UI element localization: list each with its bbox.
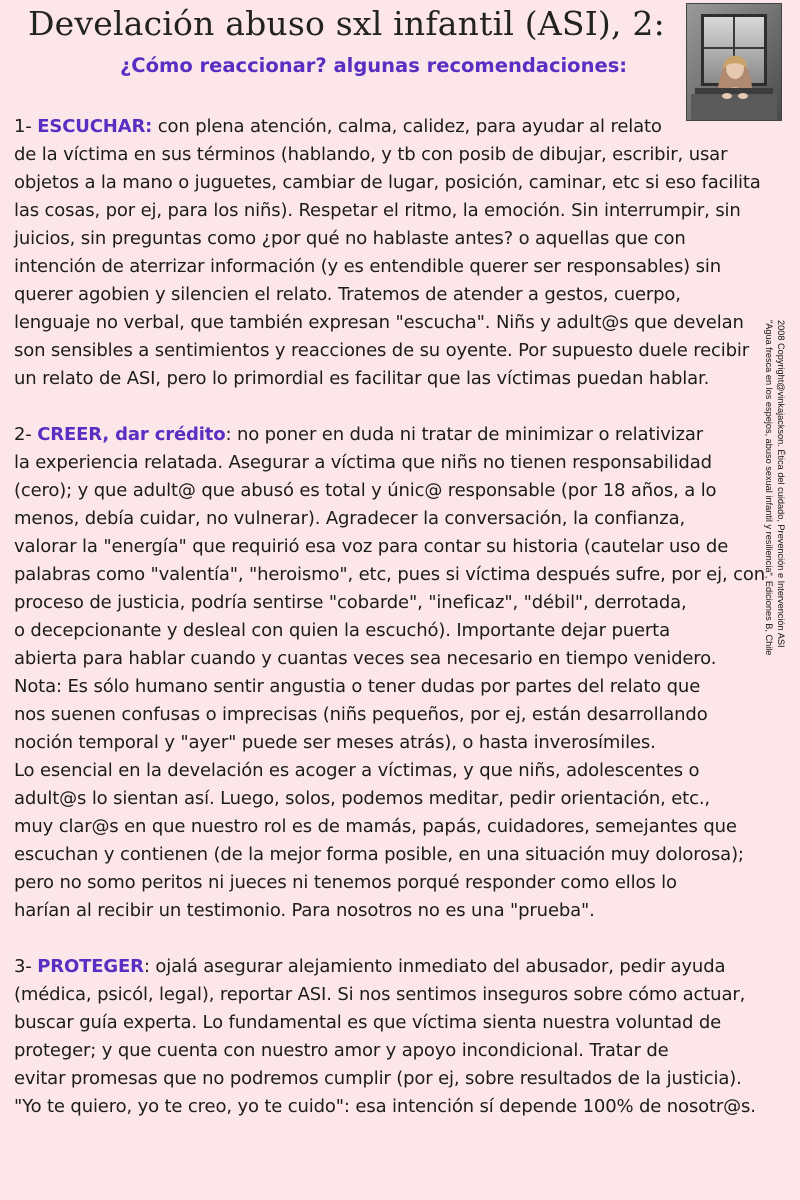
body-line: (médica, psicól, legal), reportar ASI. Si nos sentimos inseguros sobre cómo actuar, — [14, 984, 746, 1005]
section-3-line-1 — [14, 956, 725, 977]
body-line: adult@s lo sientan así. Luego, solos, podemos meditar, pedir orientación, etc., — [14, 788, 710, 809]
copyright-line: 2008 Copyright@vinkajackson. Ética del cuidado, Prevención e Intervención ASI — [776, 320, 786, 648]
body-line: noción temporal y "ayer" puede ser meses atrás), o hasta inverosímiles. — [14, 732, 656, 753]
body-line: (cero); y que adult@ que abusó es total y únic@ responsable (por 18 años, a lo — [14, 480, 717, 501]
body-line: la experiencia relatada. Asegurar a víctima que niñs no tienen responsabilidad — [14, 452, 712, 473]
body-line: intención de aterrizar información (y es entendible querer ser responsables) sin — [14, 256, 721, 277]
body-line: un relato de ASI, pero lo primordial es facilitar que las víctimas puedan hablar. — [14, 368, 710, 389]
copyright-credit — [763, 320, 787, 880]
body-line: o decepcionante y desleal con quien la escuchó). Importante dejar puerta — [14, 620, 670, 641]
body-line: Lo esencial en la develación es acoger a víctimas, y que niñs, adolescentes o — [14, 760, 700, 781]
body-line: las cosas, por ej, para los niñs). Respetar el ritmo, la emoción. Sin interrumpir, sin — [14, 200, 741, 221]
body-line: menos, debía cuidar, no vulnerar). Agradecer la conversación, la confianza, — [14, 508, 686, 529]
section-1-heading: ESCUCHAR: — [37, 116, 153, 137]
window-girl-illustration — [686, 3, 782, 121]
body-line: proteger; y que cuenta con nuestro amor y apoyo incondicional. Tratar de — [14, 1040, 669, 1061]
section-1-number: 1- — [14, 116, 38, 137]
body-line: harían al recibir un testimonio. Para nosotros no es una "prueba". — [14, 900, 595, 921]
section-2-line-1 — [14, 424, 703, 445]
section-3-text: : ojalá asegurar alejamiento inmediato del abusador, pedir ayuda — [143, 956, 726, 977]
body-line: pero no somo peritos ni jueces ni tenemos porqué responder como ellos lo — [14, 872, 677, 893]
note-line: Nota: Es sólo humano sentir angustia o tener dudas por partes del relato que — [14, 676, 701, 697]
window-girl-image — [687, 4, 781, 120]
body-line: objetos a la mano o juguetes, cambiar de lugar, posición, caminar, etc si eso facilita — [14, 172, 761, 193]
section-3-number: 3- — [14, 956, 38, 977]
body-line: muy clar@s en que nuestro rol es de mamás, papás, cuidadores, semejantes que — [14, 816, 737, 837]
body-line: lenguaje no verbal, que también expresan "escucha". Niñs y adult@s que develan — [14, 312, 744, 333]
page-subtitle: ¿Cómo reaccionar? algunas recomendaciones: — [120, 54, 628, 77]
section-1-text: con plena atención, calma, calidez, para ayudar al relato — [152, 116, 662, 137]
body-line: querer agobien y silencien el relato. Tratemos de atender a gestos, cuerpo, — [14, 284, 681, 305]
page-title: Develación abuso sxl infantil (ASI), 2: — [28, 4, 665, 43]
section-2-number: 2- — [14, 424, 38, 445]
body-line: juicios, sin preguntas como ¿por qué no hablaste antes? o aquellas que con — [14, 228, 686, 249]
section-1-line-1 — [14, 116, 662, 137]
body-line: valorar la "energía" que requirió esa voz para contar su historia (cautelar uso de — [14, 536, 729, 557]
closing-quote-line: "Yo te quiero, yo te creo, yo te cuido": esa intención sí depende 100% de nosotr@s. — [14, 1096, 756, 1117]
section-2-text: : no poner en duda ni tratar de minimizar o relativizar — [225, 424, 703, 445]
body-line: buscar guía experta. Lo fundamental es que víctima sienta nuestra voluntad de — [14, 1012, 722, 1033]
body-line: de la víctima en sus términos (hablando, y tb con posib de dibujar, escribir, usar — [14, 144, 728, 165]
body-line: palabras como "valentía", "heroismo", etc, pues si víctima después sufre, por ej, con — [14, 564, 765, 585]
body-line: proceso de justicia, podría sentirse "cobarde", "ineficaz", "débil", derrotada, — [14, 592, 687, 613]
body-line: escuchan y contienen (de la mejor forma posible, en una situación muy dolorosa); — [14, 844, 744, 865]
book-reference-line: "Agua fresca en los espejos, abuso sexual infantil y resiliencia", Ediciones B, Chile — [764, 320, 774, 656]
body-line: son sensibles a sentimientos y reacciones de su oyente. Por supuesto duele recibir — [14, 340, 749, 361]
body-line: abierta para hablar cuando y cuantas veces sea necesario en tiempo venidero. — [14, 648, 717, 669]
body-line: evitar promesas que no podremos cumplir (por ej, sobre resultados de la justicia). — [14, 1068, 742, 1089]
body-line: nos suenen confusas o imprecisas (niñs pequeños, por ej, están desarrollando — [14, 704, 708, 725]
section-3-heading: PROTEGER — [37, 956, 144, 977]
section-2-heading: CREER, dar crédito — [37, 424, 226, 445]
